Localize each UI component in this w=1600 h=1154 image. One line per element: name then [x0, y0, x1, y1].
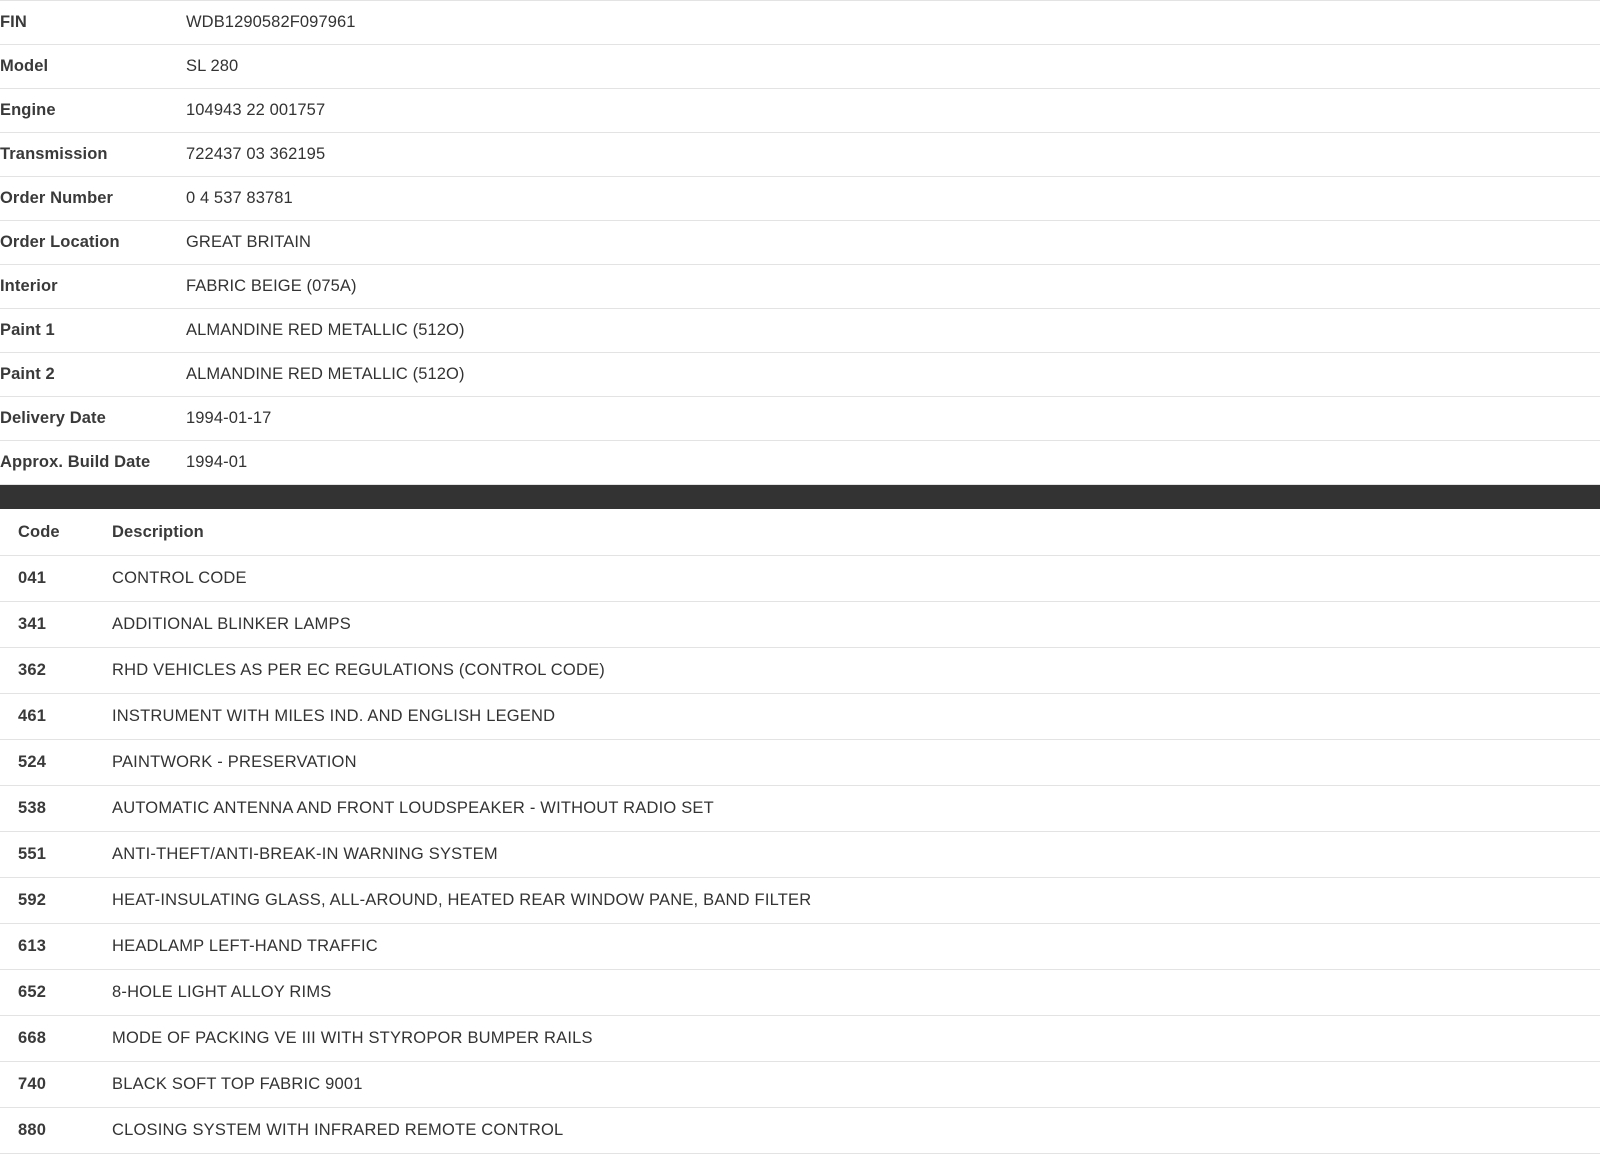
- description-cell: ANTI-THEFT/ANTI-BREAK-IN WARNING SYSTEM: [112, 845, 498, 863]
- table-row: [0, 878, 1600, 924]
- spec-label: Model: [0, 57, 49, 75]
- spec-value: SL 280: [186, 57, 239, 75]
- description-cell: INSTRUMENT WITH MILES IND. AND ENGLISH LEGEND: [112, 707, 556, 725]
- table-row: [0, 441, 1600, 485]
- table-row: [0, 133, 1600, 177]
- description-cell: CONTROL CODE: [112, 569, 247, 587]
- table-row: [0, 556, 1600, 602]
- section-divider-band: [0, 485, 1600, 509]
- description-cell: PAINTWORK - PRESERVATION: [112, 753, 357, 771]
- table-header-row: [0, 509, 1600, 556]
- code-cell: 740: [18, 1075, 47, 1093]
- spec-label: Transmission: [0, 145, 108, 163]
- code-cell: 652: [18, 983, 47, 1001]
- spec-label: Approx. Build Date: [0, 453, 151, 471]
- code-cell: 524: [18, 753, 47, 771]
- table-row: [0, 1016, 1600, 1062]
- table-row: [0, 1062, 1600, 1108]
- description-cell: MODE OF PACKING VE III WITH STYROPOR BUMPER RAILS: [112, 1029, 593, 1047]
- table-row: [0, 89, 1600, 133]
- table-row: [0, 177, 1600, 221]
- description-cell: ADDITIONAL BLINKER LAMPS: [112, 615, 351, 633]
- column-header-description: Description: [112, 523, 204, 541]
- option-codes-table: [0, 509, 1600, 1154]
- spec-label: FIN: [0, 13, 27, 31]
- table-row: [0, 1, 1600, 45]
- spec-value: 722437 03 362195: [186, 145, 326, 163]
- spec-value: GREAT BRITAIN: [186, 233, 312, 251]
- description-cell: AUTOMATIC ANTENNA AND FRONT LOUDSPEAKER - WITHOUT RADIO SET: [112, 799, 714, 817]
- description-cell: 8-HOLE LIGHT ALLOY RIMS: [112, 983, 332, 1001]
- table-row: [0, 924, 1600, 970]
- code-cell: 592: [18, 891, 47, 909]
- column-header-code: Code: [18, 523, 60, 541]
- table-row: [0, 265, 1600, 309]
- spec-value: ALMANDINE RED METALLIC (512O): [186, 321, 465, 339]
- table-row: [0, 970, 1600, 1016]
- spec-value: ALMANDINE RED METALLIC (512O): [186, 365, 465, 383]
- spec-value: 104943 22 001757: [186, 101, 326, 119]
- code-cell: 041: [18, 569, 47, 587]
- table-row: [0, 786, 1600, 832]
- description-cell: BLACK SOFT TOP FABRIC 9001: [112, 1075, 363, 1093]
- table-row: [0, 45, 1600, 89]
- option-codes-header: [0, 509, 1600, 556]
- spec-value: WDB1290582F097961: [186, 13, 356, 31]
- code-cell: 362: [18, 661, 47, 679]
- table-row: [0, 602, 1600, 648]
- description-cell: HEAT-INSULATING GLASS, ALL-AROUND, HEATED REAR WINDOW PANE, BAND FILTER: [112, 891, 812, 909]
- code-cell: 880: [18, 1121, 47, 1139]
- spec-label: Order Location: [0, 233, 120, 251]
- code-cell: 461: [18, 707, 47, 725]
- description-cell: HEADLAMP LEFT-HAND TRAFFIC: [112, 937, 378, 955]
- table-row: [0, 694, 1600, 740]
- spec-value: FABRIC BEIGE (075A): [186, 277, 357, 295]
- table-row: [0, 832, 1600, 878]
- code-cell: 668: [18, 1029, 47, 1047]
- spec-label: Delivery Date: [0, 409, 106, 427]
- code-cell: 551: [18, 845, 47, 863]
- table-row: [0, 309, 1600, 353]
- table-row: [0, 1108, 1600, 1154]
- spec-value: 1994-01: [186, 453, 248, 471]
- spec-value: 0 4 537 83781: [186, 189, 293, 207]
- table-row: [0, 397, 1600, 441]
- table-row: [0, 221, 1600, 265]
- description-cell: CLOSING SYSTEM WITH INFRARED REMOTE CONTROL: [112, 1121, 564, 1139]
- spec-label: Engine: [0, 101, 56, 119]
- code-cell: 613: [18, 937, 47, 955]
- table-row: [0, 353, 1600, 397]
- code-cell: 538: [18, 799, 47, 817]
- spec-label: Interior: [0, 277, 58, 295]
- spec-label: Order Number: [0, 189, 114, 207]
- table-row: [0, 648, 1600, 694]
- code-cell: 341: [18, 615, 47, 633]
- vehicle-spec-table: [0, 0, 1600, 485]
- spec-label: Paint 2: [0, 365, 55, 383]
- spec-value: 1994-01-17: [186, 409, 272, 427]
- vehicle-spec-body: [0, 1, 1600, 485]
- option-codes-body: [0, 556, 1600, 1154]
- description-cell: RHD VEHICLES AS PER EC REGULATIONS (CONTROL CODE): [112, 661, 605, 679]
- table-row: [0, 740, 1600, 786]
- spec-label: Paint 1: [0, 321, 55, 339]
